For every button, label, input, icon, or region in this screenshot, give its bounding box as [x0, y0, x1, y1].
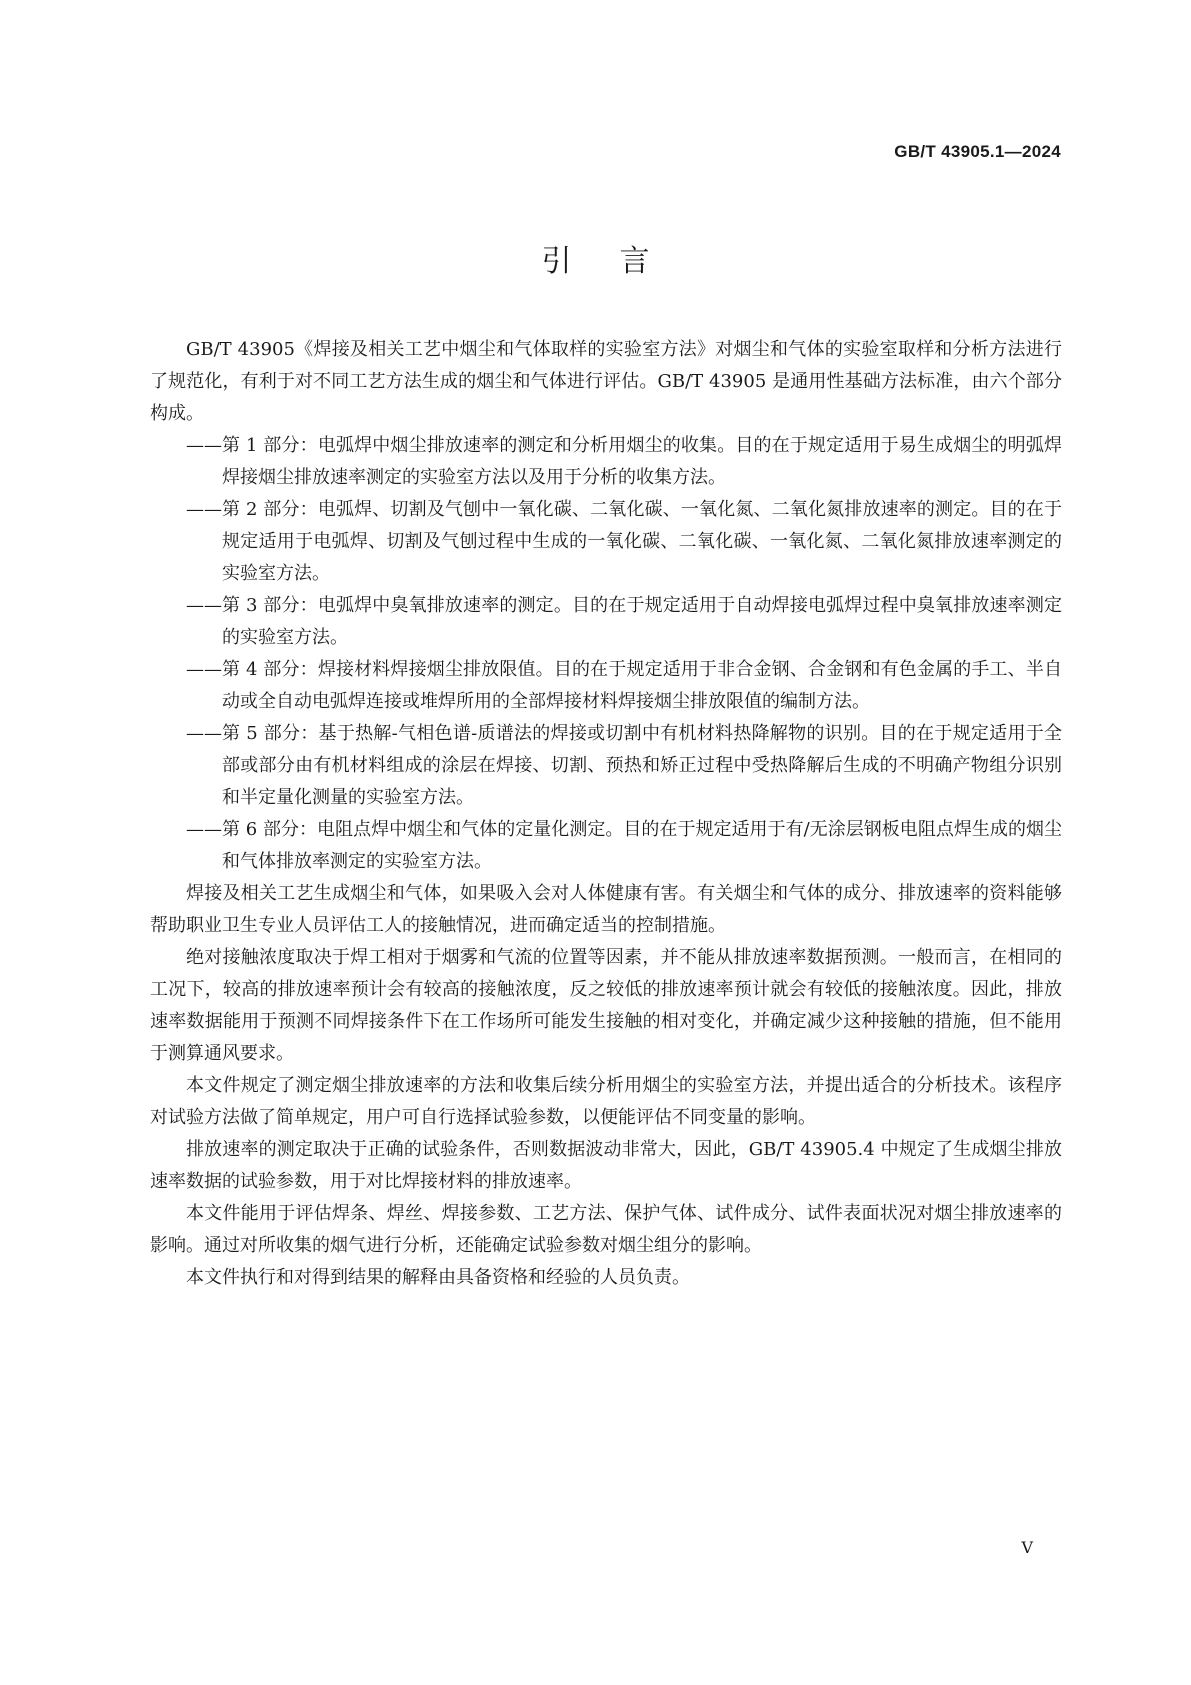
page-number: V [1021, 1538, 1033, 1557]
dash-marker: —— [186, 723, 222, 744]
part-1-text: 第 1 部分：电弧焊中烟尘排放速率的测定和分析用烟尘的收集。目的在于规定适用于易生成烟尘的明弧焊焊接烟尘排放速率测定的实验室方法以及用于分析的收集方法。 [222, 435, 1062, 488]
list-item [150, 430, 1062, 494]
introduction-body [150, 334, 1062, 1294]
part-2-text: 第 2 部分：电弧焊、切割及气刨中一氧化碳、二氧化碳、一氧化氮、二氧化氮排放速率的测定。目的在于规定适用于电弧焊、切割及气刨过程中生成的一氧化碳、二氧化碳、一氧化氮、二氧化氮排放速率测定的实验室方法。 [222, 499, 1062, 584]
list-item [150, 590, 1062, 654]
part-3-text: 第 3 部分：电弧焊中臭氧排放速率的测定。目的在于规定适用于自动焊接电弧焊过程中臭氧排放速率测定的实验室方法。 [222, 595, 1062, 648]
list-item [150, 814, 1062, 878]
dash-marker: —— [186, 595, 222, 616]
parts-list [150, 430, 1062, 878]
paragraph-scope: 本文件规定了测定烟尘排放速率的方法和收集后续分析用烟尘的实验室方法，并提出适合的分析技术。该程序对试验方法做了简单规定，用户可自行选择试验参数，以便能评估不同变量的影响。 [150, 1075, 1062, 1128]
paragraph-exposure-concentration: 绝对接触浓度取决于焊工相对于烟雾和气流的位置等因素，并不能从排放速率数据预测。一般而言，在相同的工况下，较高的排放速率预计会有较高的接触浓度，反之较低的排放速率预计就会有较低的接触浓度。因此，排放速率数据能用于预测不同焊接条件下在工作场所可能发生接触的相对变化，并确定减少这种接触的措施，但不能用于测算通风要求。 [150, 947, 1062, 1064]
paragraph-applications: 本文件能用于评估焊条、焊丝、焊接参数、工艺方法、保护气体、试件成分、试件表面状况对烟尘排放速率的影响。通过对所收集的烟气进行分析，还能确定试验参数对烟尘组分的影响。 [150, 1203, 1062, 1256]
paragraph-test-conditions: 排放速率的测定取决于正确的试验条件，否则数据波动非常大，因此，GB/T 43905.4 中规定了生成烟尘排放速率数据的试验参数，用于对比焊接材料的排放速率。 [150, 1139, 1062, 1192]
page-title: 引言 [541, 244, 698, 279]
list-item [150, 654, 1062, 718]
dash-marker: —— [186, 499, 222, 520]
dash-marker: —— [186, 659, 222, 680]
dash-marker: —— [186, 435, 222, 456]
paragraph-responsibility: 本文件执行和对得到结果的解释由具备资格和经验的人员负责。 [186, 1267, 690, 1288]
paragraph-health-effects: 焊接及相关工艺生成烟尘和气体，如果吸入会对人体健康有害。有关烟尘和气体的成分、排放速率的资料能够帮助职业卫生专业人员评估工人的接触情况，进而确定适当的控制措施。 [150, 883, 1062, 936]
list-item [150, 494, 1062, 590]
intro-paragraph: GB/T 43905《焊接及相关工艺中烟尘和气体取样的实验室方法》对烟尘和气体的实验室取样和分析方法进行了规范化，有利于对不同工艺方法生成的烟尘和气体进行评估。GB/T 43905 是通用性基础方法标准，由六个部分构成。 [150, 339, 1062, 424]
part-5-text: 第 5 部分：基于热解-气相色谱-质谱法的焊接或切割中有机材料热降解物的识别。目的在于规定适用于全部或部分由有机材料组成的涂层在焊接、切割、预热和矫正过程中受热降解后生成的不明确产物组分识别和半定量化测量的实验室方法。 [222, 723, 1062, 808]
part-4-text: 第 4 部分：焊接材料焊接烟尘排放限值。目的在于规定适用于非合金钢、合金钢和有色金属的手工、半自动或全自动电弧焊连接或堆焊所用的全部焊接材料焊接烟尘排放限值的编制方法。 [222, 659, 1062, 712]
part-6-text: 第 6 部分：电阻点焊中烟尘和气体的定量化测定。目的在于规定适用于有/无涂层钢板电阻点焊生成的烟尘和气体排放率测定的实验室方法。 [222, 819, 1062, 872]
list-item [150, 718, 1062, 814]
standard-code: GB/T 43905.1—2024 [894, 142, 1061, 161]
dash-marker: —— [186, 819, 222, 840]
